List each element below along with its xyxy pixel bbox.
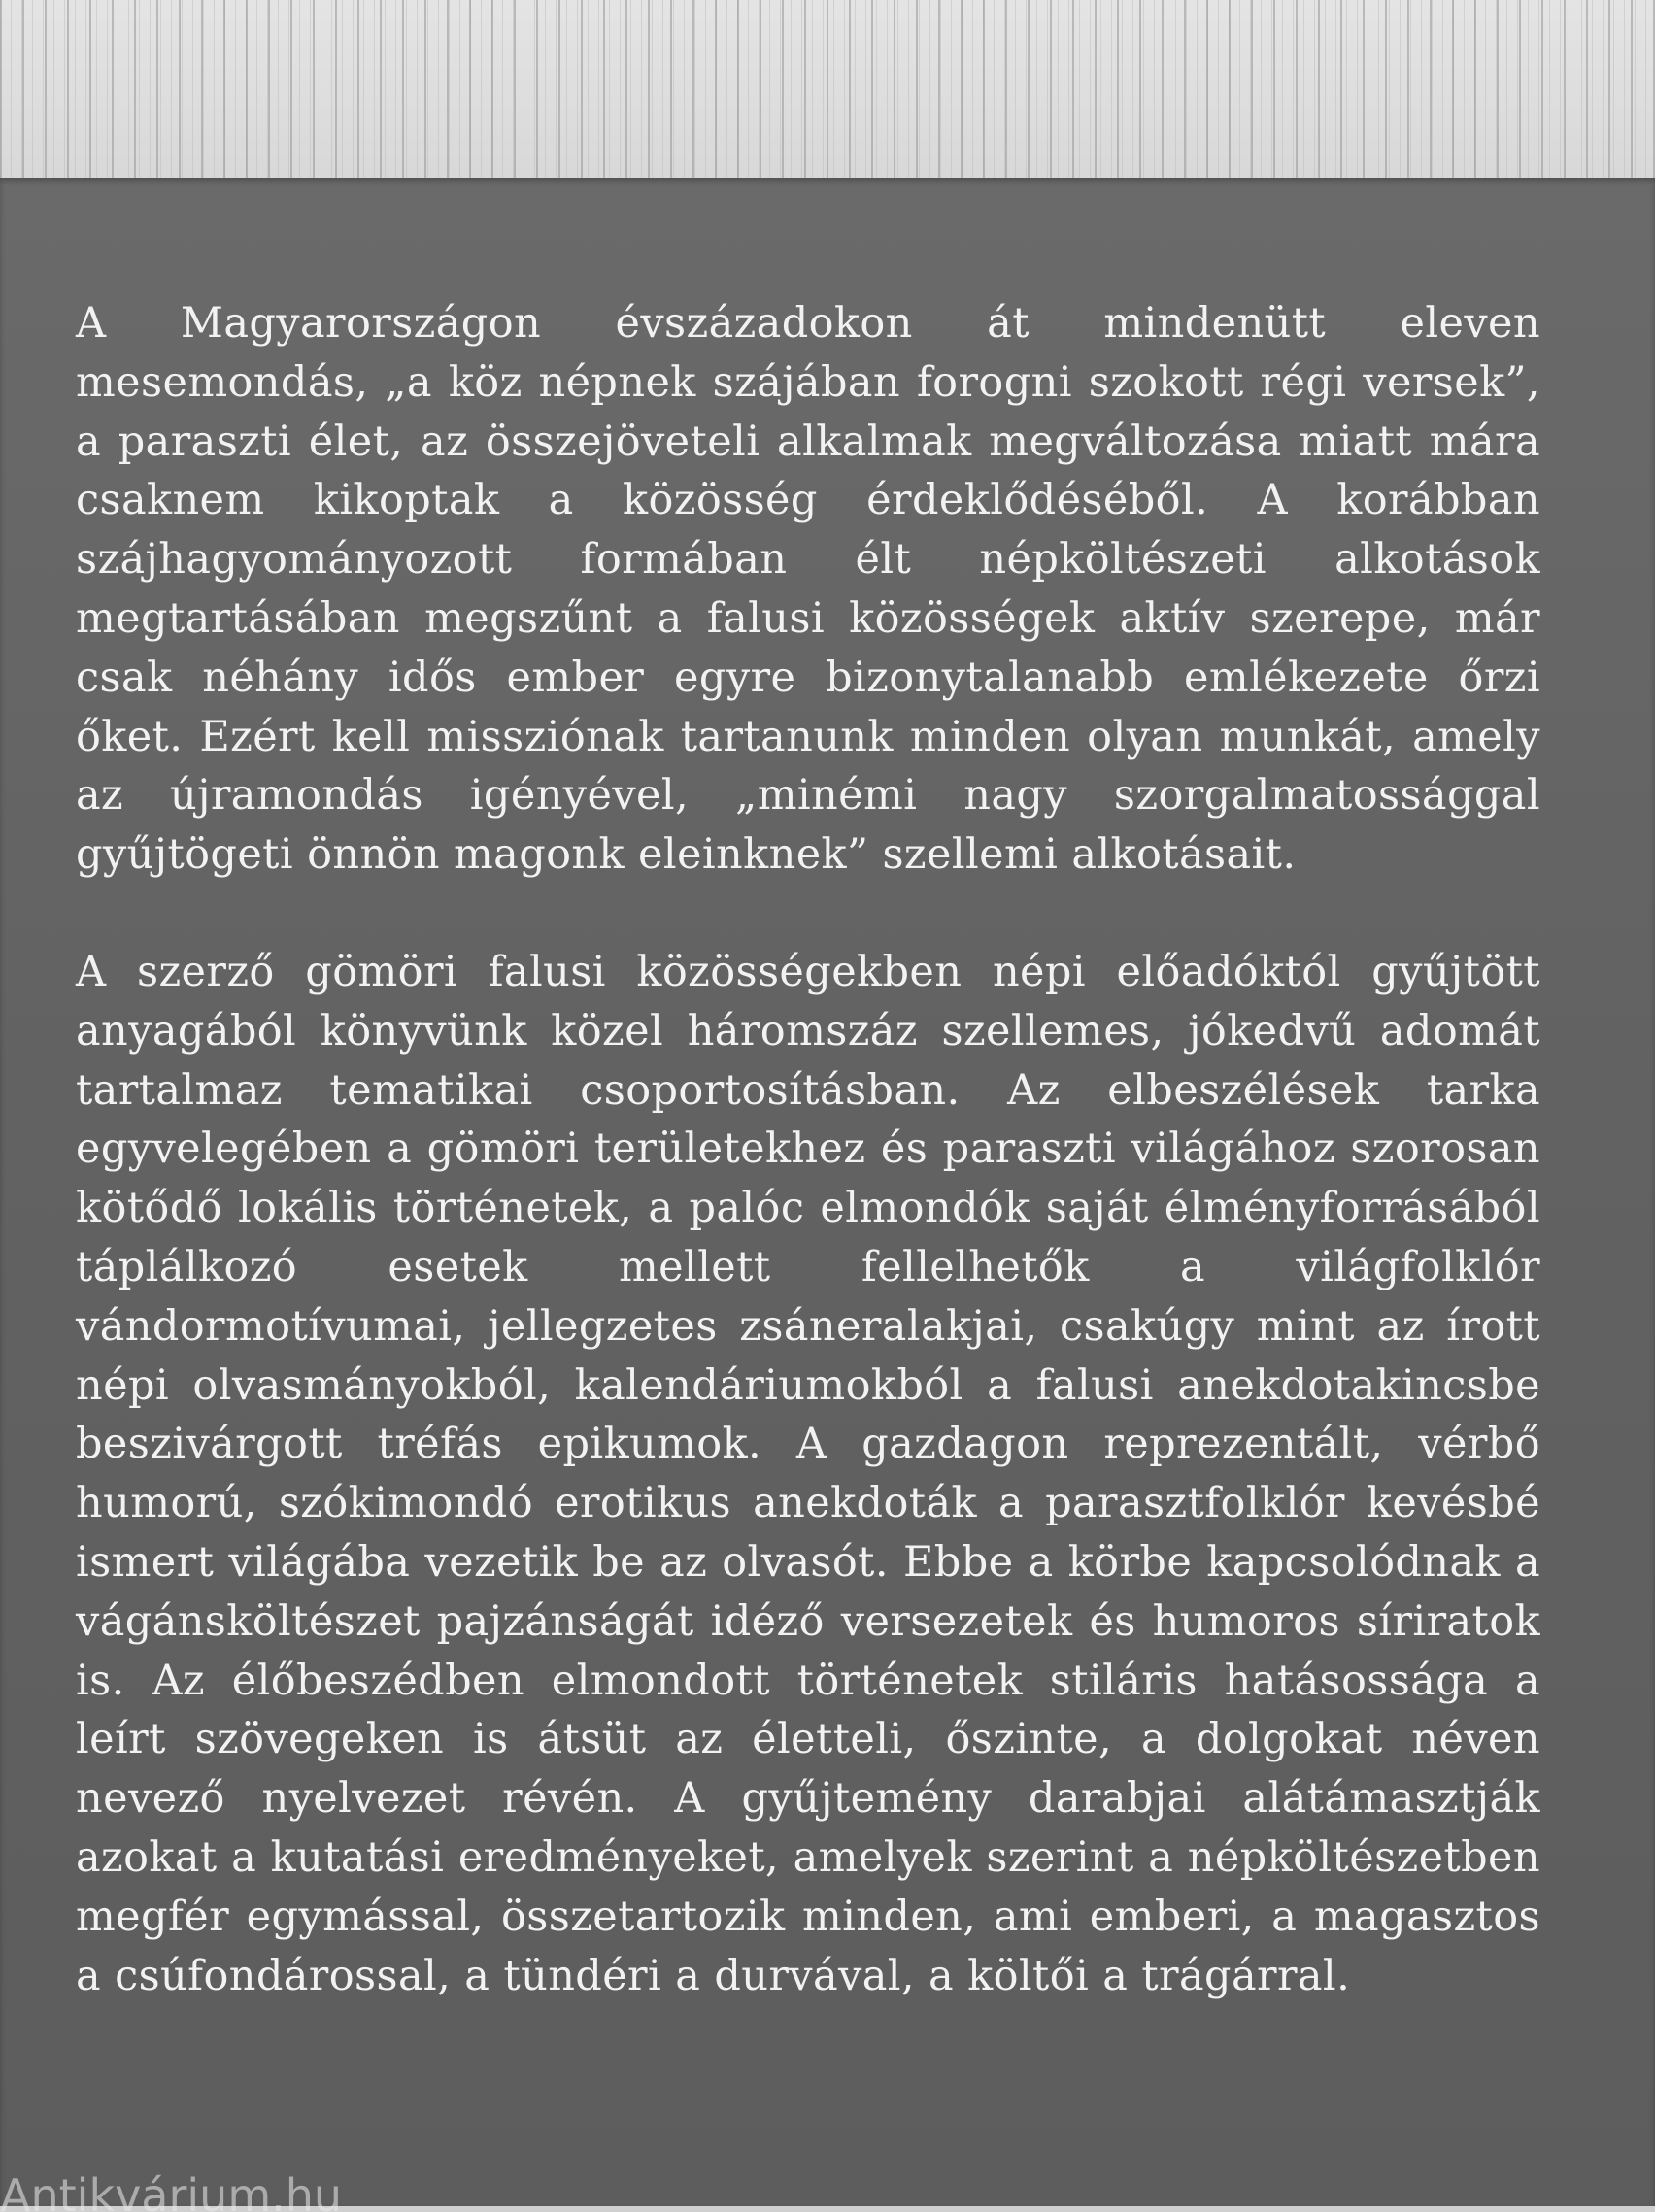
watermark-text: Antikvárium.hu [0,2173,343,2212]
blurb-paragraph-2: A szerző gömöri falusi közösségekben népi előadóktól gyűjtött anyagából könyvünk közel háromszáz szellemes, jókedvű adomát tartalmaz tematikai csoportosításban. Az elbeszélések tarka egyvelegében a gömöri területekhez és paraszti világához szorosan kötődő lokális történetek, a palóc elmondók saját élményforrásából táplálkozó esetek mellett fellelhetők a világfolklór vándormotívumai, jellegzetes zsáneralakjai, csakúgy mint az írott népi olvasmányokból, kalendáriumokból a falusi anekdotakincsbe beszivárgott tréfás epikumok. A gazdagon reprezentált, vérbő humorú, szókimondó erotikus anekdoták a parasztfolklór kevésbé ismert világába vezetik be az olvasót. Ebbe a körbe kapcsolódnak a vágánsköltészet pajzánságát idéző versezetek és humoros síriratok is. Az élőbeszédben elmondott történetek stiláris hatásossága a leírt szövegeken is átsüt az életteli, őszinte, a dolgokat néven nevező nyelvezet révén. A gyűjtemény darabjai alátámasztják azokat a kutatási eredményeket, amelyek szerint a népköltészetben megfér egymással, összetartozik minden, ami emberi, a magasztos a csúfondárossal, a tündéri a durvával, a költői a trágárral. [76,947,1540,2000]
top-paper-strip [0,0,1655,178]
blurb-paragraph-1: A Magyarországon évszázadokon át mindenütt eleven mesemondás, „a köz népnek szájában forogni szokott régi versek”, a paraszti élet, az összejöveteli alkalmak megváltozása miatt mára csaknem kikoptak a közösség érdeklődéséből. A korábban szájhagyományozott formában élt népköltészeti alkotások megtartásában megszűnt a falusi közösségek aktív szerepe, már csak néhány idős ember egyre bizonytalanabb emlékezete őrzi őket. Ezért kell missziónak tartanunk minden olyan munkát, amely az újramondás igényével, „minémi nagy szorgalmatossággal gyűjtögeti önnön magonk eleinknek” szellemi alkotásait. [76,299,1540,880]
blurb-text [76,294,1540,2005]
back-cover-panel [0,178,1655,2206]
